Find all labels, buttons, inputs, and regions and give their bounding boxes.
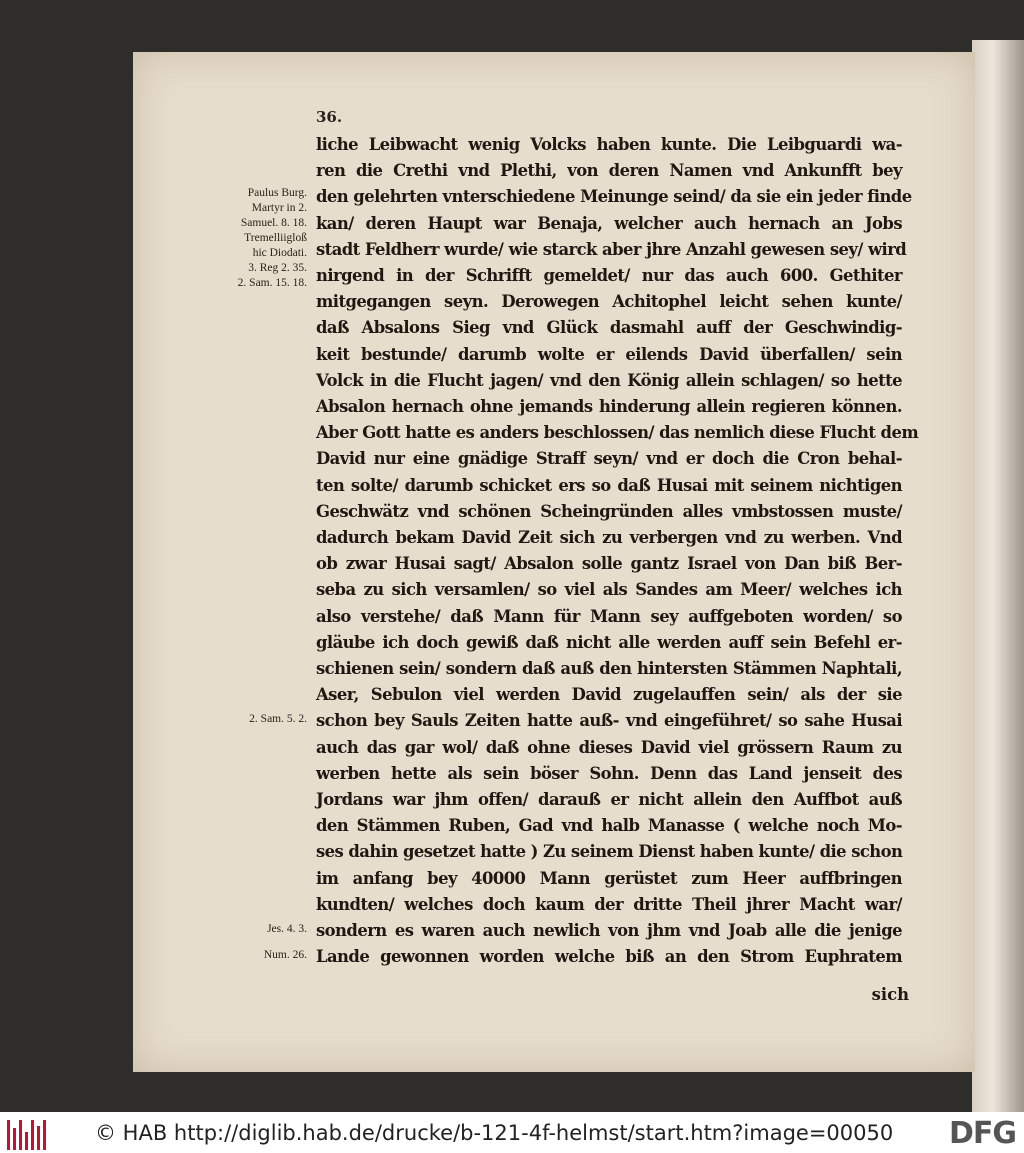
margin-note-1 [238,186,307,291]
text-line: daß Absalons Sieg vnd Glück dasmahl auff der Geschwindig- [316,318,902,338]
text-line: nirgend in der Schrifft gemeldet/ nur das auch 600. Gethiter [316,266,902,286]
text-line: auch das gar wol/ daß ohne dieses David viel grössern Raum zu [316,737,902,757]
text-line: werben hette als sein böser Sohn. Denn das Land jenseit des [316,763,902,783]
text-line: gläube ich doch gewiß daß nicht alle werden auff sein Befehl er- [316,632,902,652]
text-line: liche Leibwacht wenig Volcks haben kunte. Die Leibguardi wa- [316,135,902,154]
text-line: ren die Crethi vnd Plethi, von deren Namen vnd Ankunfft bey [316,161,902,181]
text-line: David nur eine gnädige Straff seyn/ vnd er doch die Cron behal- [316,449,902,469]
text-line: dadurch bekam David Zeit sich zu verbergen vnd zu werben. Vnd [316,528,902,548]
catchword: sich [871,985,909,1004]
margin-note-4 [264,948,307,963]
text-line: Jordans war jhm offen/ darauß er nicht allein den Auffbot auß [316,790,902,810]
dfg-logo: DFG [948,1116,1016,1151]
footer-credit-link[interactable]: © HAB http://diglib.hab.de/drucke/b-121-4f-helmst/start.htm?image=00050 [95,1120,894,1145]
text-line: kan/ deren Haupt war Benaja, welcher auch hernach an Jobs [316,213,902,233]
text-line: ses dahin gesetzet hatte ) Zu seinem Dienst haben kunte/ die schon [316,842,903,862]
text-line: sondern es waren auch newlich von jhm vnd Joab alle die jenige [316,921,902,941]
text-line: ob zwar Husai sagt/ Absalon solle gantz Israel von Dan biß Ber- [316,554,902,574]
text-line: Aber Gott hatte es anders beschlossen/ das nemlich diese Flucht dem [316,423,919,443]
text-line: Lande gewonnen worden welche biß an den Strom Euphratem [316,947,902,967]
margin-note-line: Num. 26. [263,949,307,961]
text-line: ten solte/ darumb schicket ers so daß Husai mit seinem nichtigen [316,475,902,495]
text-line: kundten/ welches doch kaum der dritte Theil jhrer Macht war/ [316,894,902,914]
margin-note-line: Jes. 4. 3. [267,923,307,935]
margin-note-line: 2. Sam. 5. 2. [249,713,307,725]
margin-note-line: Samuel. 8. 18. [240,217,307,229]
margin-note-line: Tremelliigloß [244,232,307,244]
book-page [133,52,975,1072]
margin-note-2 [249,712,307,727]
margin-note-line: 3. Reg 2. 35. [248,262,307,274]
text-line: den Stämmen Ruben, Gad vnd halb Manasse ( welche noch Mo- [316,816,902,836]
text-line: mitgegangen seyn. Derowegen Achitophel leicht sehen kunte/ [316,292,902,312]
text-line: Absalon hernach ohne jemands hinderung allein regieren können. [316,397,902,417]
margin-note-line: Martyr in 2. [251,202,307,214]
text-line: also verstehe/ daß Mann für Mann sey auffgeboten worden/ so [316,606,902,626]
text-line: stadt Feldherr wurde/ wie starck aber jhre Anzahl gewesen sey/ wird [316,239,907,259]
text-line: keit bestunde/ darumb wolte er eilends David überfallen/ sein [316,344,902,364]
text-line: Volck in die Flucht jagen/ vnd den König allein schlagen/ so hette [316,370,902,390]
text-line: im anfang bey 40000 Mann gerüstet zum Heer auffbringen [316,868,902,888]
margin-note-line: Paulus Burg. [247,187,307,199]
text-line: schon bey Sauls Zeiten hatte auß- vnd eingeführet/ so sahe Husai [316,711,902,731]
text-line: Geschwätz vnd schönen Scheingründen alles vmbstossen muste/ [316,501,902,521]
margin-note-line: 2. Sam. 15. 18. [237,277,307,289]
footer-bar [0,1112,1024,1153]
body-text [316,132,919,971]
margin-note-3 [267,922,307,937]
text-line: Aser, Sebulon viel werden David zugelauffen sein/ als der sie [316,685,902,705]
text-line: den gelehrten vnterschiedene Meinunge seind/ da sie ein jeder finde [316,187,912,207]
facing-page-edge [972,40,1024,1112]
text-line: schienen sein/ sondern daß auß den hintersten Stämmen Naphtali, [316,659,902,679]
page-number: 36. [316,108,343,126]
hab-logo-icon [3,1116,49,1150]
margin-note-line: hic Diodati. [252,247,307,259]
text-line: seba zu sich versamlen/ so viel als Sandes am Meer/ welches ich [316,580,902,600]
